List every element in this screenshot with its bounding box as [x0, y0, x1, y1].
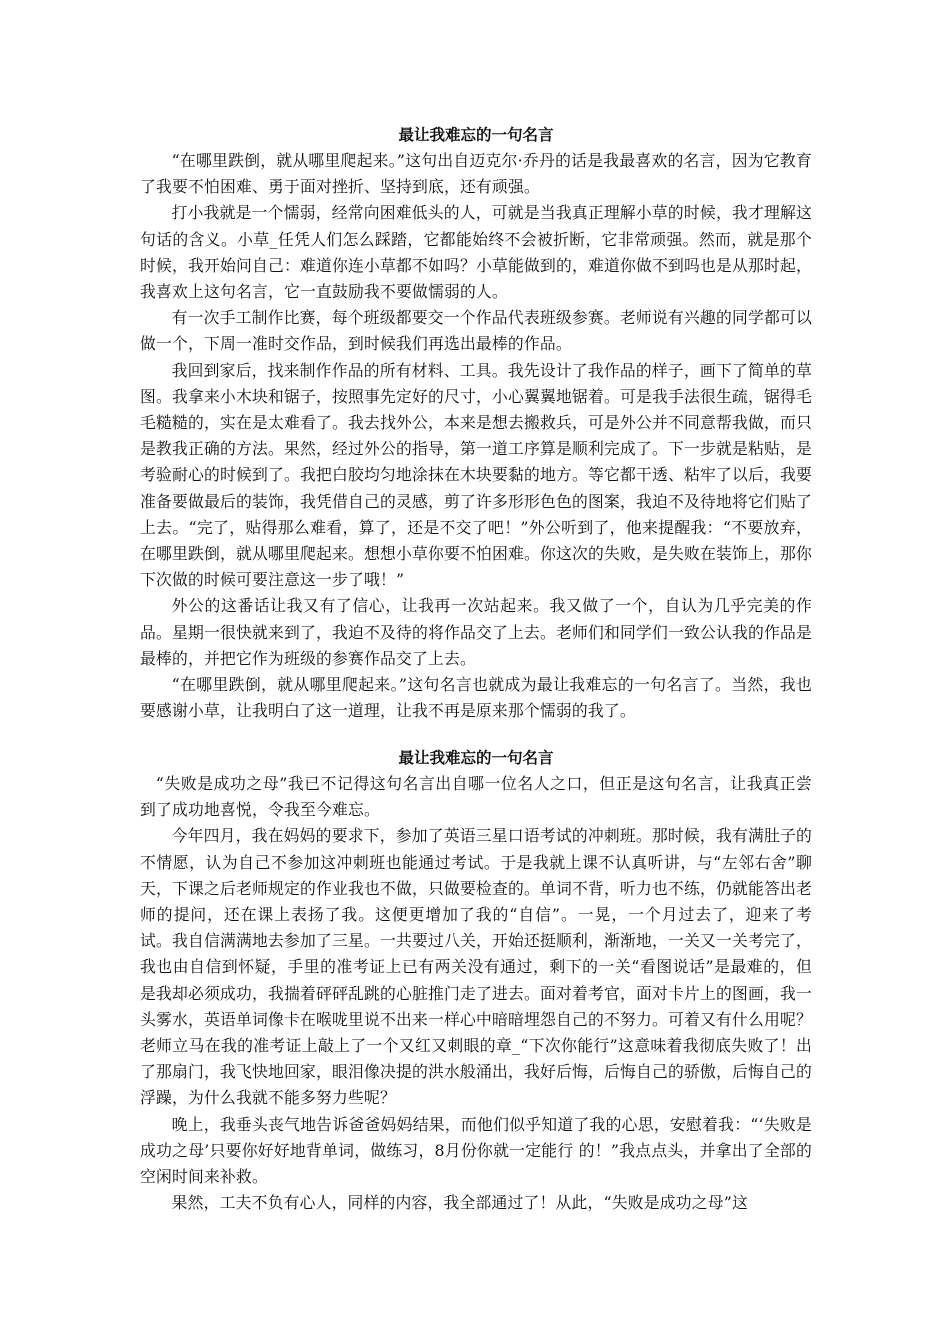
article-1-paragraph: 我回到家后，找来制作作品的所有材料、工具。我先设计了我作品的样子，画下了简单的草图。我拿来小木块和锯子，按照事先定好的尺寸，小心翼翼地锯着。可是我手法很生疏，锯得毛毛糙糙的，实在是太难看了。我去找外公，本来是想去搬救兵，可是外公并不同意帮我做，而只是教我正确的方法。果然，经过外公的指导，第一道工序算是顺利完成了。下一步就是粘贴，是考验耐心的时候到了。我把白胶均匀地涂抹在木块要黏的地方。等它都干透、粘牢了以后，我要准备要做最后的装饰，我凭借自己的灵感，剪了许多形形色色的图案，我迫不及待地将它们贴了上去。“完了，贴得那么难看，算了，还是不交了吧！”外公听到了，他来提醒我：“不要放弃，在哪里跌倒，就从哪里爬起来。想想小草你要不怕困难。你这次的失败，是失败在装饰上，那你下次做的时候可要注意这一步了哦！”	[140, 360, 812, 590]
article-2-title: 最让我难忘的一句名言	[398, 748, 554, 767]
article-2-paragraph: “失败是成功之母”我已不记得这句名言出自哪一位名人之口，但正是这句名言，让我真正尝到了成功地喜悦，令我至今难忘。	[140, 774, 812, 820]
article-1-paragraph: 外公的这番话让我又有了信心，让我再一次站起来。我又做了一个，自认为几乎完美的作品。星期一很快就来到了，我迫不及待的将作品交了上去。老师们和同学们一致公认我的作品是最棒的，并把它作为班级的参赛作品交了上去。	[140, 596, 812, 668]
article-1-paragraph: 打小我就是一个懦弱，经常向困难低头的人，可就是当我真正理解小草的时候，我才理解这句话的含义。小草_任凭人们怎么踩踏，它都能始终不会被折断，它非常顽强。然而，就是那个时候，我开始问自己：难道你连小草都不如吗？小草能做到的，难道你做不到吗也是从那时起，我喜欢上这句名言，它一直鼓励我不要做懦弱的人。	[140, 203, 812, 302]
article-1-paragraph: “在哪里跌倒，就从哪里爬起来。”这句名言也就成为最让我难忘的一句名言了。当然，我也要感谢小草，让我明白了这一道理，让我不再是原来那个懦弱的我了。	[140, 675, 812, 721]
article-1-title: 最让我难忘的一句名言	[398, 125, 554, 144]
article-2-paragraph: 今年四月，我在妈妈的要求下，参加了英语三星口语考试的冲刺班。那时候，我有满肚子的不情愿，认为自己不参加这冲刺班也能通过考试。于是我就上课不认真听讲，与“左邻右舍”聊天，下课之后老师规定的作业我也不做，只做要检查的。单词不背，听力也不练，仍就能答出老师的提问，还在课上表扬了我。这便更增加了我的“自信”。一晃，一个月过去了，迎来了考试。我自信满满地去参加了三星。一共要过八关，开始还挺顺利，渐渐地，一关又一关考完了，我也由自信到怀疑，手里的准考证上已有两关没有通过，剩下的一关“看图说话”是最难的，但是我却必须成功，我揣着砰砰乱跳的心脏推门走了进去。面对着考官，面对卡片上的图画，我一头雾水，英语单词像卡在喉咙里说不出来一样心中暗暗埋怨自己的不努力。可着又有什么用呢？老师立马在我的准考证上敲上了一个又红又刺眼的章_“下次你能行”这意味着我彻底失败了！出了那扇门，我飞快地回家，眼泪像决提的洪水般涌出，我好后悔，后悔自己的骄傲，后悔自己的浮躁，为什么我就不能多努力些呢？	[140, 826, 812, 1108]
article-2-paragraph: 果然，工夫不负有心人，同样的内容，我全部通过了！从此，“失败是成功之母”这	[171, 1193, 749, 1213]
article-1	[140, 122, 812, 724]
article-2-paragraph: 晚上，我垂头丧气地告诉爸爸妈妈结果，而他们似乎知道了我的心思，安慰着我：“‘失败是成功之母’只要你好好地背单词，做练习，8月份你就一定能行 的！”我点点头，并拿出了全部的空闲时间来补救。	[140, 1114, 812, 1187]
article-1-paragraph: “在哪里跌倒，就从哪里爬起来。”这句出自迈克尔·乔丹的话是我最喜欢的名言，因为它教育了我要不怕困难、勇于面对挫折、坚持到底，还有顽强。	[140, 151, 812, 197]
article-1-paragraph: 有一次手工制作比赛，每个班级都要交一个作品代表班级参赛。老师说有兴趣的同学都可以做一个，下周一准时交作品，到时候我们再选出最棒的作品。	[140, 308, 812, 354]
article-2	[140, 745, 812, 1216]
